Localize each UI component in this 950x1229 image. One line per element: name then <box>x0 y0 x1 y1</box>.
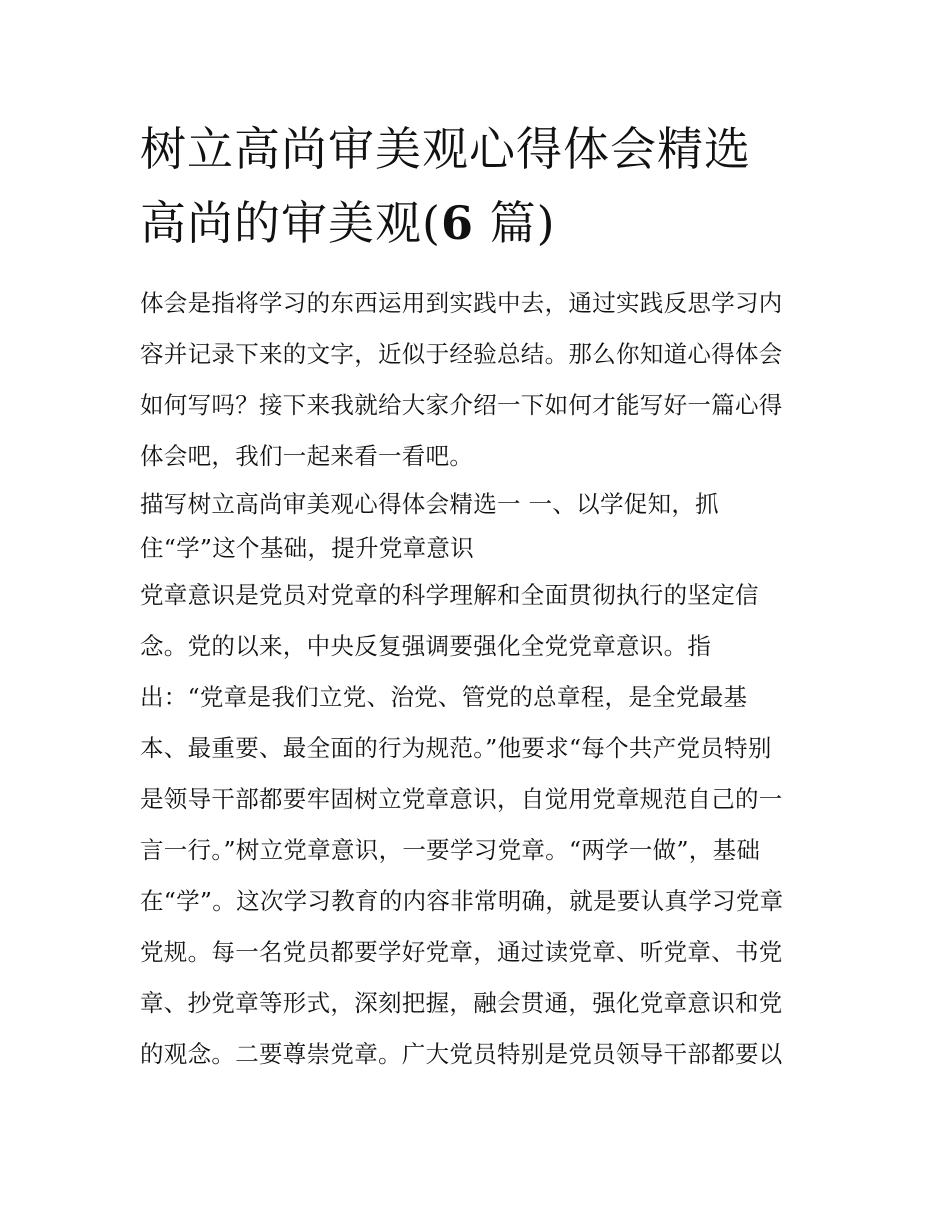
text-line: 出：“党章是我们立党、治党、管党的总章程，是全党最基 <box>140 683 748 711</box>
text-line: 是领导干部都要牢固树立党章意识，自觉用党章规范自己的一 <box>140 785 783 813</box>
text-line: 言一行。”树立党章意识，一要学习党章。“两学一做”，基础 <box>140 836 761 864</box>
text-line: 的观念。二要尊崇党章。广大党员特别是党员领导干部都要以 <box>140 1040 783 1068</box>
text-line: 容并记录下来的文字，近似于经验总结。那么你知道心得体会 <box>140 340 783 368</box>
title-line-1: 树立高尚审美观心得体会精选 <box>140 122 751 176</box>
text-line: 体会是指将学习的东西运用到实践中去，通过实践反思学习内 <box>140 289 783 317</box>
text-line: 念。党的以来，中央反复强调要强化全党党章意识。指 <box>140 632 712 660</box>
text-line: 描写树立高尚审美观心得体会精选一 一、以学促知，抓 <box>140 490 719 518</box>
text-line: 如何写吗？接下来我就给大家介绍一下如何才能写好一篇心得 <box>140 391 783 419</box>
text-line: 体会吧，我们一起来看一看吧。 <box>140 442 474 470</box>
text-line: 在“学”。这次学习教育的内容非常明确，就是要认真学习党章 <box>140 887 784 915</box>
document-title <box>140 112 840 260</box>
title-line-2-suffix: 篇) <box>473 196 556 250</box>
document-body <box>140 278 820 1080</box>
text-line: 党规。每一名党员都要学好党章，通过读党章、听党章、书党 <box>140 938 783 966</box>
title-line-2-count: 6 <box>440 196 474 250</box>
text-line: 章、抄党章等形式，深刻把握，融会贯通，强化党章意识和党 <box>140 989 783 1017</box>
title-line-2-prefix: 高尚的审美观( <box>140 196 441 250</box>
text-line: 住“学”这个基础，提升党章意识 <box>140 534 475 562</box>
text-line: 党章意识是党员对党章的科学理解和全面贯彻执行的坚定信 <box>140 581 759 609</box>
text-line: 本、最重要、最全面的行为规范。”他要求“每个共产党员特别 <box>140 734 772 762</box>
